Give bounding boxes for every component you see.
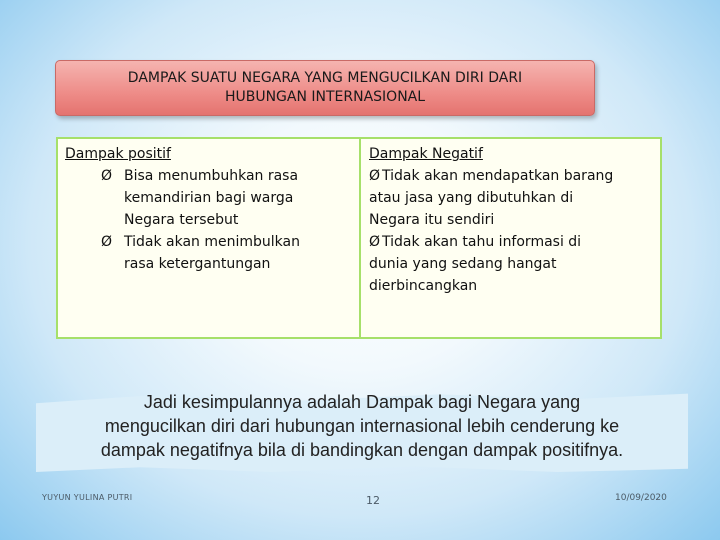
negative-heading: Dampak Negatif: [369, 146, 483, 162]
footer-author: YUYUN YULINA PUTRI: [42, 493, 133, 502]
arrow-bullet-icon: Ø: [101, 168, 113, 184]
positive-item: Ø Tidak akan menimbulkan rasa ketergantungan: [65, 231, 359, 275]
slide-title: [55, 60, 595, 116]
title-line-1: DAMPAK SUATU NEGARA YANG MENGUCILKAN DIRI DARI: [127, 70, 523, 86]
arrow-bullet-icon: Ø: [369, 168, 381, 184]
negative-item: Ø Tidak akan tahu informasi di dunia yang sedang hangat dierbincangkan: [369, 234, 582, 294]
impact-table: [56, 137, 662, 339]
conclusion-text: Jadi kesimpulannya adalah Dampak bagi Negara yang mengucilkan diri dari hubungan internasional lebih cenderung ke dampak negatifnya bila di bandingkan dengan dampak positifnya.: [100, 392, 624, 460]
footer-date: 10/09/2020: [615, 493, 667, 503]
negative-item: Ø Tidak akan mendapatkan barang atau jasa yang dibutuhkan di Negara itu sendiri: [369, 168, 614, 228]
positive-heading: Dampak positif: [65, 146, 171, 162]
title-line-2: HUBUNGAN INTERNASIONAL: [224, 89, 426, 105]
page-number: 12: [366, 494, 380, 507]
arrow-bullet-icon: Ø: [101, 234, 113, 250]
positive-impact-column: [58, 139, 361, 337]
negative-impact-column: [361, 139, 660, 337]
positive-item: Ø Bisa menumbuhkan rasa kemandirian bagi warga Negara tersebut: [65, 165, 359, 231]
arrow-bullet-icon: Ø: [369, 234, 381, 250]
